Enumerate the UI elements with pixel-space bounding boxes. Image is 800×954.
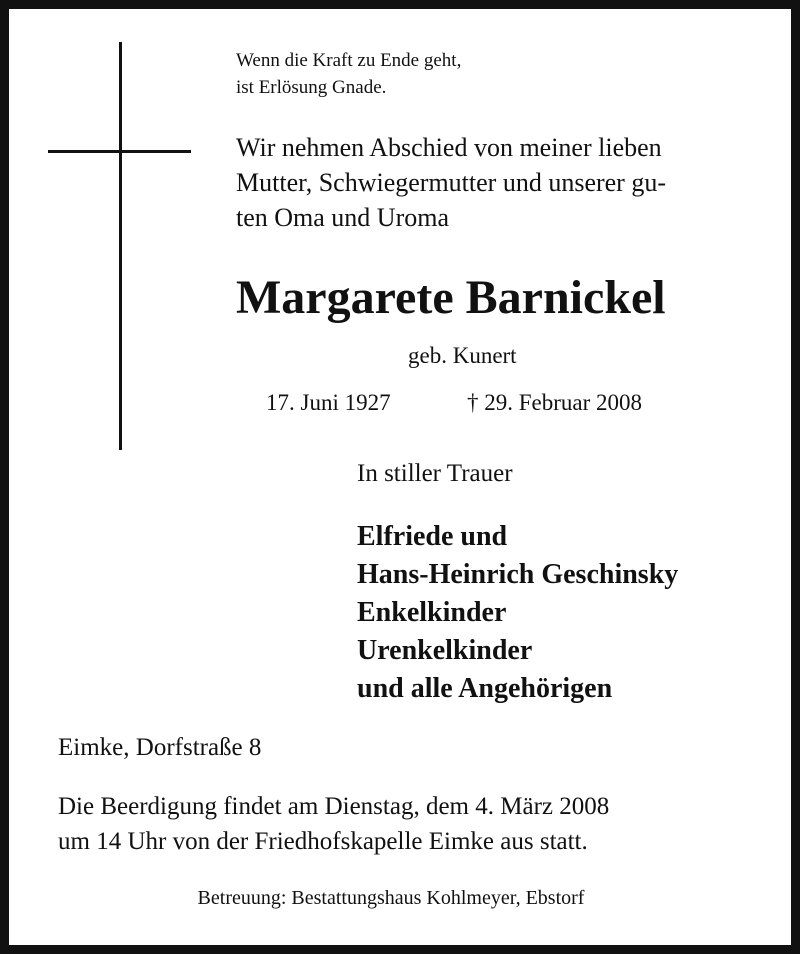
mourner-line: Elfriede und xyxy=(357,521,508,552)
motto-line: ist Erlösung Gnade. xyxy=(236,77,387,98)
funeral-line: Die Beerdigung findet am Dienstag, dem 4. März 2008 xyxy=(58,793,610,820)
funeral-details xyxy=(58,789,609,859)
intro-text xyxy=(236,130,666,235)
mourner-line: Urenkelkinder xyxy=(357,635,533,666)
death-date: † 29. Februar 2008 xyxy=(467,390,643,415)
funeral-home-credit: Betreuung: Bestattungshaus Kohlmeyer, Ebstorf xyxy=(197,887,585,909)
cross-horizontal-bar xyxy=(48,150,191,153)
funeral-line: um 14 Uhr von der Friedhofskapelle Eimke aus statt. xyxy=(58,828,588,855)
intro-line: Mutter, Schwiegermutter und unserer gu- xyxy=(236,168,667,197)
mourners-list xyxy=(357,518,678,708)
motto xyxy=(236,47,461,101)
intro-line: ten Oma und Uroma xyxy=(236,203,450,232)
mourner-line: Hans-Heinrich Geschinsky xyxy=(357,559,679,590)
family-address: Eimke, Dorfstraße 8 xyxy=(58,734,262,761)
intro-line: Wir nehmen Abschied von meiner lieben xyxy=(236,133,662,162)
mourner-line: Enkelkinder xyxy=(357,597,507,628)
mourner-line: und alle Angehörigen xyxy=(357,673,613,704)
birth-date: 17. Juni 1927 xyxy=(266,390,391,415)
cross-vertical-bar xyxy=(119,42,122,450)
motto-line: Wenn die Kraft zu Ende geht, xyxy=(236,50,462,71)
deceased-name: Margarete Barnickel xyxy=(236,271,666,324)
birth-name: geb. Kunert xyxy=(408,343,517,368)
mourning-phrase: In stiller Trauer xyxy=(357,460,513,487)
